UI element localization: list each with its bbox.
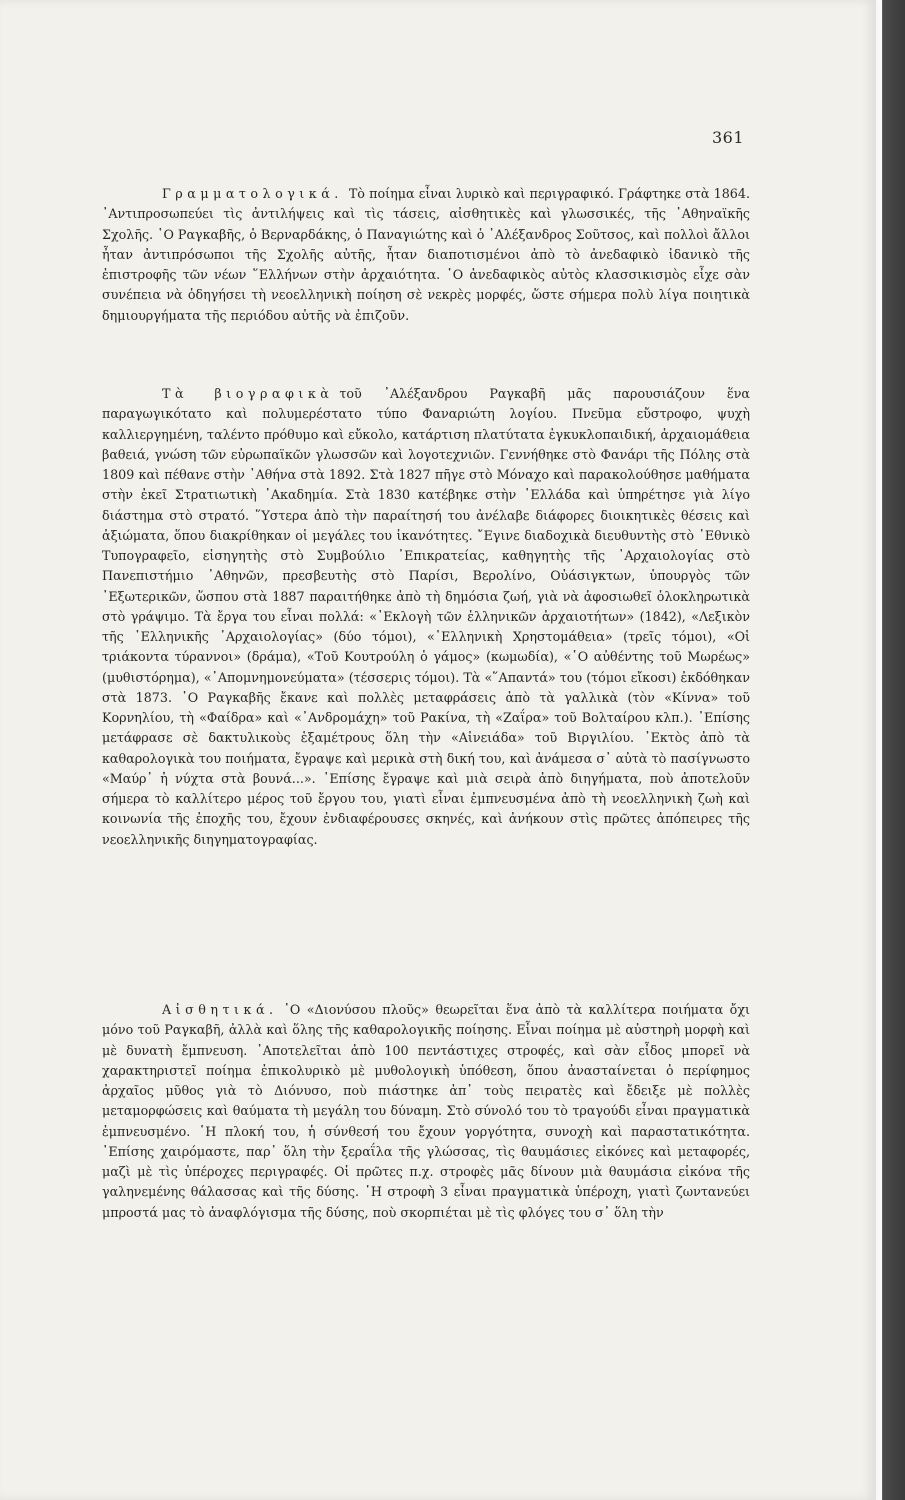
- paragraph-lead-heading: Αἰσθητικά.: [162, 1002, 278, 1017]
- paragraph-lead-heading: Γραμματολογικά.: [162, 186, 343, 201]
- paragraph-lead-heading: Τὰ βιογραφικὰ: [162, 386, 334, 401]
- paragraph-text: [102, 184, 750, 326]
- paragraph-body: τοῦ ᾿Αλέξανδρου Ραγκαβῆ μᾶς παρουσιάζουν ἕνα παραγωγικότατο καὶ πολυμερέστατο τύπο Φαναριώτη λογίου. Πνεῦμα εὔστροφο, ψυχὴ καλλιεργημένη, ταλέντο πρόθυμο καὶ εὔκολο, κατάρτιση πλατύτατα ἐγκυκλοπαιδική, ἀρχαιομάθεια βαθειά, γνώση τῶν εὐρωπαϊκῶν γλωσσῶν καὶ λογοτεχνιῶν. Γεννήθηκε στὸ Φανάρι τῆς Πόλης στὰ 1809 καὶ πέθανε στὴν ᾿Αθήνα στὰ 1892. Στὰ 1827 πῆγε στὸ Μόναχο καὶ παρακολούθησε μαθήματα στὴν ἐκεῖ Στρατιωτικὴ ᾿Ακαδημία. Στὰ 1830 κατέβηκε στὴν ῾Ελλάδα καὶ ὑπηρέτησε γιὰ λίγο διάστημα στὸ στρατό. ῞Υστερα ἀπὸ τὴν παραίτησή του ἀνέλαβε διάφορες διοικητικὲς θέσεις καὶ ἀξιώματα, ὅπου διακρίθηκαν οἱ μεγάλες του ἱκανότητες. ῎Εγινε διαδοχικὰ διευθυντὴς στὸ ᾿Εθνικὸ Τυπογραφεῖο, εἰσηγητὴς στὸ Συμβούλιο ᾿Επικρατείας, καθηγητὴς τῆς ᾿Αρχαιολογίας στὸ Πανεπιστήμιο ᾿Αθηνῶν, πρεσβευτὴς στὸ Παρίσι, Βερολίνο, Οὐάσιγκτων, ὑπουργὸς τῶν ᾿Εξωτερικῶν, ὥσπου στὰ 1887 παραιτήθηκε ἀπὸ τὴ δημόσια ζωή, γιὰ νὰ ἀφοσιωθεῖ ὁλοκληρωτικὰ στὸ γράψιμο. Τὰ ἔργα του εἶναι πολλά: «᾿Εκλογὴ τῶν ἑλληνικῶν ἀρχαιοτήτων» (1842), «Λεξικὸν τῆς ῾Ελληνικῆς ᾿Αρχαιολογίας» (δύο τόμοι), «῾Ελληνικὴ Χρηστομάθεια» (τρεῖς τόμοι), «Οἱ τριάκοντα τύραννοι» (δράμα), «Τοῦ Κουτρούλη ὁ γάμος» (κωμωδία), «῾Ο αὐθέντης τοῦ Μωρέως» (μυθιστόρημα), «᾿Απομνημονεύματα» (τέσσερις τόμοι). Τὰ «῞Απαντά» του (τόμοι εἴκοσι) ἐκδόθηκαν στὰ 1873. ῾Ο Ραγκαβῆς ἔκανε καὶ πολλὲς μεταφράσεις ἀπὸ τὰ γαλλικὰ (τὸν «Κίννα» τοῦ Κορνηλίου, τὴ «Φαίδρα» καὶ «᾿Ανδρομάχη» τοῦ Ρακίνα, τὴ «Ζαΐρα» τοῦ Βολταίρου κλπ.). ᾿Επίσης μετάφρασε σὲ δακτυλικοὺς ἑξαμέτρους ὅλη τὴν «Αἰνειάδα» τοῦ Βιργιλίου. ᾿Εκτὸς ἀπὸ τὰ καθαρολογικὰ του ποιήματα, ἔγραψε καὶ μερικὰ στὴ δική του, καὶ ἀνάμεσα σ᾿ αὐτὰ τὸ πασίγνωστο «Μαύρ᾿ ἡ νύχτα στὰ βουνά...». ᾿Επίσης ἔγραψε καὶ μιὰ σειρὰ ἀπὸ διηγήματα, ποὺ ἀποτελοῦν σήμερα τὸ καλλίτερο μέρος τοῦ ἔργου του, γιατὶ εἶναι ἐμπνευσμένα ἀπὸ τὴ νεοελληνικὴ ζωὴ καὶ κοινωνία τῆς ἐποχῆς του, ἔχουν ἐνδιαφέρουσες σκηνές, καὶ ἀνήκουν στὶς πρῶτες ἀπόπειρες τῆς νεοελληνικῆς διηγηματογραφίας.: [102, 386, 750, 847]
- paragraph-text: [102, 1000, 750, 1223]
- paragraph-aesthetics: [102, 1000, 750, 1223]
- paragraph-body: ῾Ο «Διονύσου πλοῦς» θεωρεῖται ἕνα ἀπὸ τὰ καλλίτερα ποιήματα ὄχι μόνο τοῦ Ραγκαβῆ, ἀλλὰ καὶ ὅλης τῆς καθαρολογικῆς ποίησης. Εἶναι ποίημα μὲ αὐστηρὴ μορφὴ καὶ μὲ δυνατὴ ἔμπνευση. ᾿Αποτελεῖται ἀπὸ 100 πεντάστιχες στροφές, καὶ σὰν εἶδος μπορεῖ νὰ χαρακτηριστεῖ ποίημα ἐπικολυρικὸ μὲ μυθολογικὴ ὑπόθεση, ὅπου ἀνασταίνεται ὁ περίφημος ἀρχαῖος μῦθος γιὰ τὸ Διόνυσο, ποὺ πιάστηκε ἀπ᾿ τοὺς πειρατὲς καὶ ἔδειξε μὲ πολλὲς μεταμορφώσεις καὶ θαύματα τὴ μεγάλη του δύναμη. Στὸ σύνολό του τὸ τραγούδι εἶναι πραγματικὰ ἐμπνευσμένο. ῾Η πλοκή του, ἡ σύνθεσή του ἔχουν γοργότητα, συνοχὴ καὶ παραστατικότητα. ᾿Επίσης χαιρόμαστε, παρ᾿ ὅλη τὴν ξεραΐλα τῆς γλώσσας, τὶς θαυμάσιες εἰκόνες καὶ μεταφορές, μαζὶ μὲ τὶς ὑπέροχες περιγραφές. Οἱ πρῶτες π.χ. στροφὲς μᾶς δίνουν μιὰ θαυμάσια εἰκόνα τῆς γαληνεμένης θάλασσας καὶ τῆς δύσης. ῾Η στροφὴ 3 εἶναι πραγματικὰ ὑπέροχη, γιατὶ ζωντανεύει μπροστά μας τὸ ἀναφλόγισμα τῆς δύσης, ποὺ σκορπιέται μὲ τὶς φλόγες του σ᾿ ὅλη τὴν: [102, 1002, 750, 1220]
- paragraph-body: Τὸ ποίημα εἶναι λυρικὸ καὶ περιγραφικό. Γράφτηκε στὰ 1864. ᾿Αντιπροσωπεύει τὶς ἀντιλήψεις καὶ τὶς τάσεις, αἰσθητικὲς καὶ γλωσσικές, τῆς ᾿Αθηναϊκῆς Σχολῆς. ῾Ο Ραγκαβῆς, ὁ Βερναρδάκης, ὁ Παναγιώτης καὶ ὁ ᾿Αλέξανδρος Σοῦτσος, καὶ πολλοὶ ἄλλοι ἦταν ἀντιπρόσωποι τῆς Σχολῆς αὐτῆς, ἦταν διαποτισμένοι ἀπὸ τὸ ἀνεδαφικὸ ἰδανικὸ τῆς ἐπιστροφῆς τῶν νέων ῞Ελλήνων στὴν ἀρχαιότητα. ῾Ο ἀνεδαφικὸς αὐτὸς κλασσικισμὸς εἶχε σὰν συνέπεια νὰ ὁδηγήσει τὴ νεοελληνικὴ ποίηση σὲ νεκρὲς μορφές, ὥστε σήμερα πολὺ λίγα ποιητικὰ δημιουργήματα τῆς περιόδου αὐτῆς νὰ ἐπιζοῦν.: [102, 186, 750, 323]
- page-number: 361: [712, 128, 745, 147]
- paragraph-text: [102, 384, 750, 850]
- page-edge-shadow: [876, 0, 905, 1500]
- paragraph-literary-history: [102, 184, 750, 326]
- paragraph-biography: [102, 384, 750, 850]
